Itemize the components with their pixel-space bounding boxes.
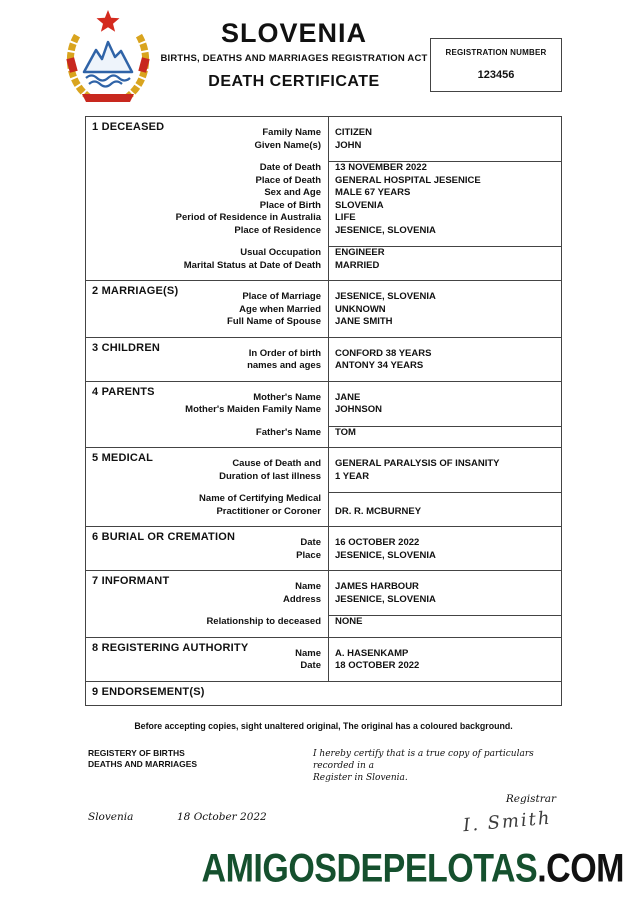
field-row: [86, 187, 561, 200]
field-value: JOHN: [335, 139, 362, 151]
field-row: [86, 426, 561, 440]
field-value: MARRIED: [335, 259, 380, 271]
section-8-registering-authority: [86, 638, 561, 682]
field-label: Place of Marriage: [242, 291, 321, 302]
section-title: 7 INFORMANT: [92, 575, 170, 587]
field-value: JANE: [335, 391, 361, 403]
document-title: DEATH CERTIFICATE: [208, 73, 380, 90]
header-titles: [158, 8, 430, 91]
field-row: [86, 175, 561, 188]
footer-columns: [85, 748, 562, 784]
section-title: 1 DECEASED: [92, 121, 165, 133]
field-row: [86, 212, 561, 225]
field-label: Place of Birth: [259, 199, 321, 211]
section-3-children: [86, 338, 561, 382]
registry-line2: DEATHS AND MARRIAGES: [88, 758, 198, 769]
field-value: GENERAL PARALYSIS OF INSANITY: [335, 458, 500, 469]
registry-line1: REGISTERY OF BIRTHS: [88, 747, 185, 758]
watermark: [202, 846, 624, 892]
field-label: Place of Death: [255, 174, 321, 186]
act-subtitle: BIRTHS, DEATHS AND MARRIAGES REGISTRATION ACT: [160, 53, 428, 64]
column-divider: [328, 338, 329, 381]
field-row: [86, 594, 561, 607]
country-title: SLOVENIA: [220, 18, 368, 48]
slovenia-coat-of-arms-icon: [58, 8, 158, 108]
watermark-site-name: AMIGOSDEPELOTAS: [201, 845, 538, 891]
section-5-medical: [86, 448, 561, 527]
certify-line1: I hereby certify that is a true copy of particulars recorded in a: [313, 748, 534, 771]
field-row: [86, 140, 561, 153]
field-row: [86, 225, 561, 238]
field-row: [86, 492, 561, 506]
field-label: In Order of birth: [248, 347, 321, 359]
field-label: Full Name of Spouse: [227, 316, 321, 327]
column-divider: [328, 117, 329, 280]
field-value: ANTONY 34 YEARS: [335, 360, 424, 371]
section-1-deceased: [86, 117, 561, 281]
issue-place: Slovenia: [88, 810, 134, 823]
column-divider: [328, 382, 329, 448]
field-value: MALE 67 YEARS: [335, 187, 411, 198]
certificate-table: [85, 116, 562, 706]
field-row: [86, 392, 561, 405]
field-row: [86, 246, 561, 260]
registration-number-label: REGISTRATION NUMBER: [445, 48, 547, 57]
field-value: ENGINEER: [328, 246, 561, 260]
field-label: Period of Residence in Australia: [175, 212, 321, 223]
registry-name: [85, 748, 313, 784]
registration-number-box: [430, 38, 562, 92]
field-label: Date: [300, 537, 321, 548]
field-label: Given Name(s): [254, 139, 321, 151]
field-label: names and ages: [247, 360, 321, 371]
section-title: 4 PARENTS: [92, 385, 155, 398]
field-value: A. HASENKAMP: [335, 647, 409, 659]
field-value: LIFE: [335, 212, 356, 223]
column-divider: [328, 448, 329, 526]
section-title: 6 BURIAL OR CREMATION: [92, 531, 236, 543]
field-value: TOM: [328, 426, 561, 440]
field-row: [86, 550, 561, 563]
field-row: [86, 304, 561, 317]
column-divider: [328, 638, 329, 681]
field-label: Family Name: [262, 127, 321, 138]
section-title: 8 REGISTERING AUTHORITY: [92, 641, 249, 654]
field-row: [86, 200, 561, 213]
registrar-signature: I. Smith: [462, 807, 553, 837]
field-label: Date of Death: [259, 162, 321, 173]
certify-line2: Register in Slovenia.: [313, 772, 408, 783]
field-label: Name: [295, 647, 321, 659]
section-title: 2 MARRIAGE(S): [92, 285, 179, 297]
field-value: UNKNOWN: [335, 303, 386, 315]
watermark-tld: .COM: [537, 845, 624, 891]
field-label: Duration of last illness: [219, 470, 321, 482]
field-row: [86, 260, 561, 273]
section-title: 9 ENDORSEMENT(S): [92, 685, 205, 698]
field-row: [86, 471, 561, 484]
field-label: Cause of Death and: [232, 458, 321, 469]
field-value: JESENICE, SLOVENIA: [335, 291, 436, 302]
copy-notice: Before accepting copies, sight unaltered original, The original has a coloured background.: [134, 720, 513, 731]
field-label: Date: [300, 660, 321, 671]
column-divider: [328, 571, 329, 637]
field-label: Mother's Maiden Family Name: [185, 404, 321, 415]
field-row: [86, 404, 561, 417]
field-value: 1 YEAR: [335, 470, 370, 482]
field-label: Mother's Name: [253, 391, 321, 403]
field-value: [328, 492, 561, 506]
field-label: Name of Certifying Medical: [199, 493, 321, 504]
column-divider: [328, 281, 329, 337]
field-label: Practitioner or Coroner: [216, 505, 321, 517]
field-value: JOHNSON: [335, 404, 382, 415]
issue-date: 18 October 2022: [177, 810, 267, 823]
field-row: [86, 360, 561, 373]
certify-statement: [313, 748, 562, 784]
field-row: [86, 615, 561, 629]
section-7-informant: [86, 571, 561, 638]
section-2-marriage-s: [86, 281, 561, 338]
column-divider: [328, 527, 329, 570]
section-4-parents: [86, 382, 561, 449]
issue-row: [85, 807, 562, 837]
field-value: JESENICE, SLOVENIA: [335, 224, 436, 236]
field-value: JESENICE, SLOVENIA: [335, 549, 436, 561]
field-label: Usual Occupation: [240, 247, 321, 258]
field-value: 16 OCTOBER 2022: [335, 537, 420, 548]
field-label: Name: [295, 581, 321, 592]
field-value: GENERAL HOSPITAL JESENICE: [335, 174, 481, 186]
field-row: [86, 458, 561, 471]
registration-number-value: 123456: [477, 69, 515, 81]
section-9-endorsement-s: [86, 682, 561, 705]
field-label: Sex and Age: [264, 187, 321, 198]
field-value: JAMES HARBOUR: [335, 581, 419, 592]
field-value: NONE: [328, 615, 561, 629]
field-label: Marital Status at Date of Death: [183, 259, 321, 271]
field-value: 18 OCTOBER 2022: [335, 660, 420, 671]
certificate-header: [0, 0, 644, 108]
section-title: 5 MEDICAL: [92, 452, 154, 464]
field-row: [86, 316, 561, 329]
field-value: CONFORD 38 YEARS: [335, 347, 432, 359]
section-title: 3 CHILDREN: [92, 341, 161, 354]
field-value: JESENICE, SLOVENIA: [335, 593, 436, 605]
field-value: 13 NOVEMBER 2022: [328, 161, 561, 175]
field-row: [86, 506, 561, 519]
field-label: Address: [282, 593, 321, 605]
field-label: Father's Name: [255, 426, 321, 438]
field-value: CITIZEN: [335, 127, 372, 138]
certificate-footer: [85, 720, 562, 837]
field-row: [86, 660, 561, 673]
section-6-burial-or-cremation: [86, 527, 561, 571]
field-label: Age when Married: [239, 303, 321, 315]
field-label: Place: [296, 549, 321, 561]
field-value: JANE SMITH: [335, 316, 393, 327]
registrar-label: Registrar: [505, 792, 556, 805]
field-row: [86, 161, 561, 175]
field-value: DR. R. MCBURNEY: [335, 505, 422, 517]
field-label: Place of Residence: [234, 224, 321, 236]
field-label: Relationship to deceased: [206, 616, 321, 627]
field-value: SLOVENIA: [335, 199, 384, 211]
